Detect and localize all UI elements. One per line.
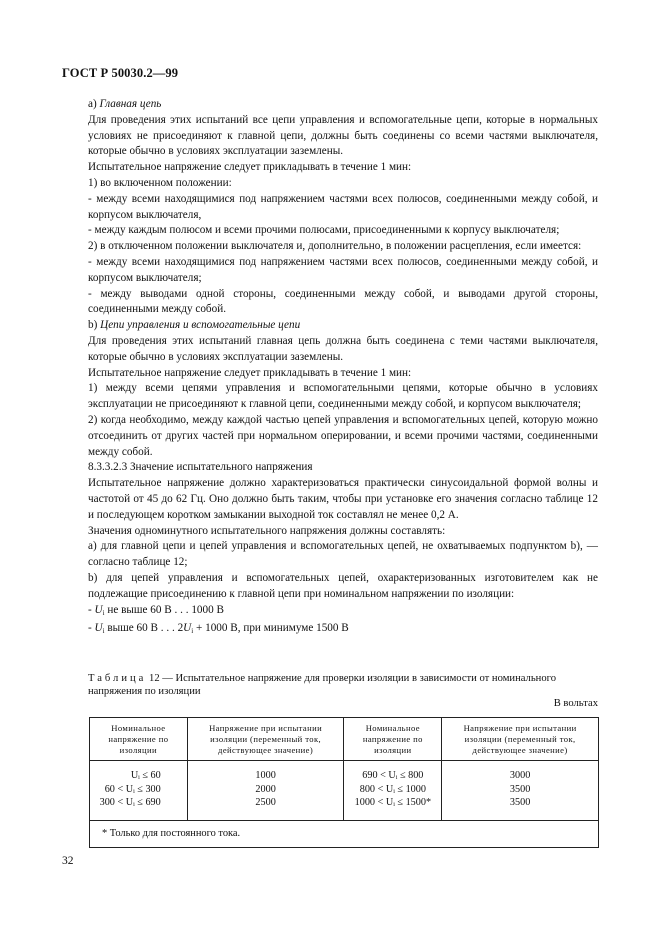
paragraph: 1) во включенном положении: — [88, 176, 232, 189]
paragraph: Испытательное напряжение должно характеризоваться практически синусоидальной формой волны и частотой от 45 до 62 Гц. Оно должно быть таким, чтобы при установке его значения согласно таблице 12 и последующем коротком замыкании выходной ток составлял не менее 0,2 А. — [88, 477, 598, 521]
table-cell: 3000 3500 3500 — [442, 761, 599, 821]
paragraph: b) Цепи управления и вспомогательные цепи — [88, 319, 301, 332]
page-number: 32 — [62, 855, 74, 867]
table-header-cell: Номинальное напряжение по изоляции — [344, 718, 442, 761]
paragraph: Для проведения этих испытаний главная цепь должна быть соединена с теми частями выключателя, которые обычно в условиях эксплуатации заземлены. — [88, 334, 598, 363]
table-cell: 690 < Uᵢ ≤ 800 800 < Uᵢ ≤ 1000 1000 < Uᵢ ≤ 1500* — [344, 761, 442, 821]
paragraph: 2) в отключенном положении выключателя и, дополнительно, в положении расцепления, если имеется: — [88, 240, 582, 253]
paragraph: а) Главная цепь — [88, 98, 162, 110]
paragraph: - между выводами одной стороны, соединенными между собой, и выводами другой стороны, соединенными между собой. — [88, 287, 598, 316]
table-header-cell: Напряжение при испытании изоляции (переменный ток, действующее значение) — [442, 718, 599, 761]
table-note: * Только для постоянного тока. — [90, 820, 599, 847]
paragraph: - между каждым полюсом и всеми прочими полюсами, присоединенными к корпусу выключателя; — [88, 224, 560, 237]
paragraph: Испытательное напряжение следует прикладывать в течение 1 мин: — [88, 366, 412, 379]
paragraph: 2) когда необходимо, между каждой частью цепей управления и вспомогательных цепей, которую можно отсоединить от других частей при нормальном оперировании, и всеми прочими частями, соединенными между собой. — [88, 413, 598, 458]
paragraph: Значения одноминутного испытательного напряжения должны составлять: — [88, 524, 446, 537]
paragraph: b) для цепей управления и вспомогательных цепей, охарактеризованных изготовителем как не подлежащие присоединению к главной цепи при номинальном напряжении по изоляции: — [88, 571, 598, 600]
body-text — [88, 97, 598, 640]
paragraph: Испытательное напряжение следует прикладывать в течение 1 мин: — [88, 161, 412, 174]
section-heading: 8.3.3.2.3 Значение испытательного напряжения — [88, 461, 313, 474]
table-cell: 1000 2000 2500 — [187, 761, 344, 821]
paragraph: а) для главной цепи и цепей управления и вспомогательных цепей, не охватываемых подпунктом b), — согласно таблице 12; — [88, 540, 598, 569]
insulation-test-table — [89, 717, 599, 848]
document-header: ГОСТ Р 50030.2—99 — [62, 66, 179, 80]
table-row — [90, 761, 599, 821]
table-units: В вольтах — [553, 698, 598, 709]
formula-line: - $U_i$ не выше 60 В . . . 1000 В — [88, 603, 224, 617]
paragraph: Для проведения этих испытаний все цепи управления и вспомогательные цепи, которые в нормальных условиях не присоединяют к главной цепи, должны быть соединены со всеми частями выключателя, которые обычно в условиях эксплуатации заземлены. — [88, 113, 598, 158]
table-header-cell: Номинальное напряжение по изоляции — [90, 718, 188, 761]
formula-line: - $U_i$ выше 60 В . . . $2U_i + 1000$ В, при минимуме 1500 В — [88, 622, 349, 636]
paragraph: - между всеми находящимися под напряжением частями всех полюсов, соединенными между собой, и корпусом выключателя, — [88, 192, 598, 221]
table-caption: Таблица 12 — Испытательное напряжение для проверки изоляции в зависимости от номинального напряжения по изоляции — [88, 673, 556, 697]
paragraph: - между всеми находящимися под напряжением частями всех полюсов, соединенными между собой, и корпусом выключателя; — [88, 255, 598, 284]
table-cell: Uᵢ ≤ 60 60 < Uᵢ ≤ 300 300 < Uᵢ ≤ 690 — [90, 761, 188, 821]
paragraph: 1) между всеми цепями управления и вспомогательными цепями, которые обычно в условиях эксплуатации не присоединяют к главной цепи, соединенными между собой, и корпусом выключателя; — [88, 382, 598, 411]
table-note-row — [90, 820, 599, 847]
table-header-cell: Напряжение при испытании изоляции (переменный ток, действующее значение) — [187, 718, 344, 761]
